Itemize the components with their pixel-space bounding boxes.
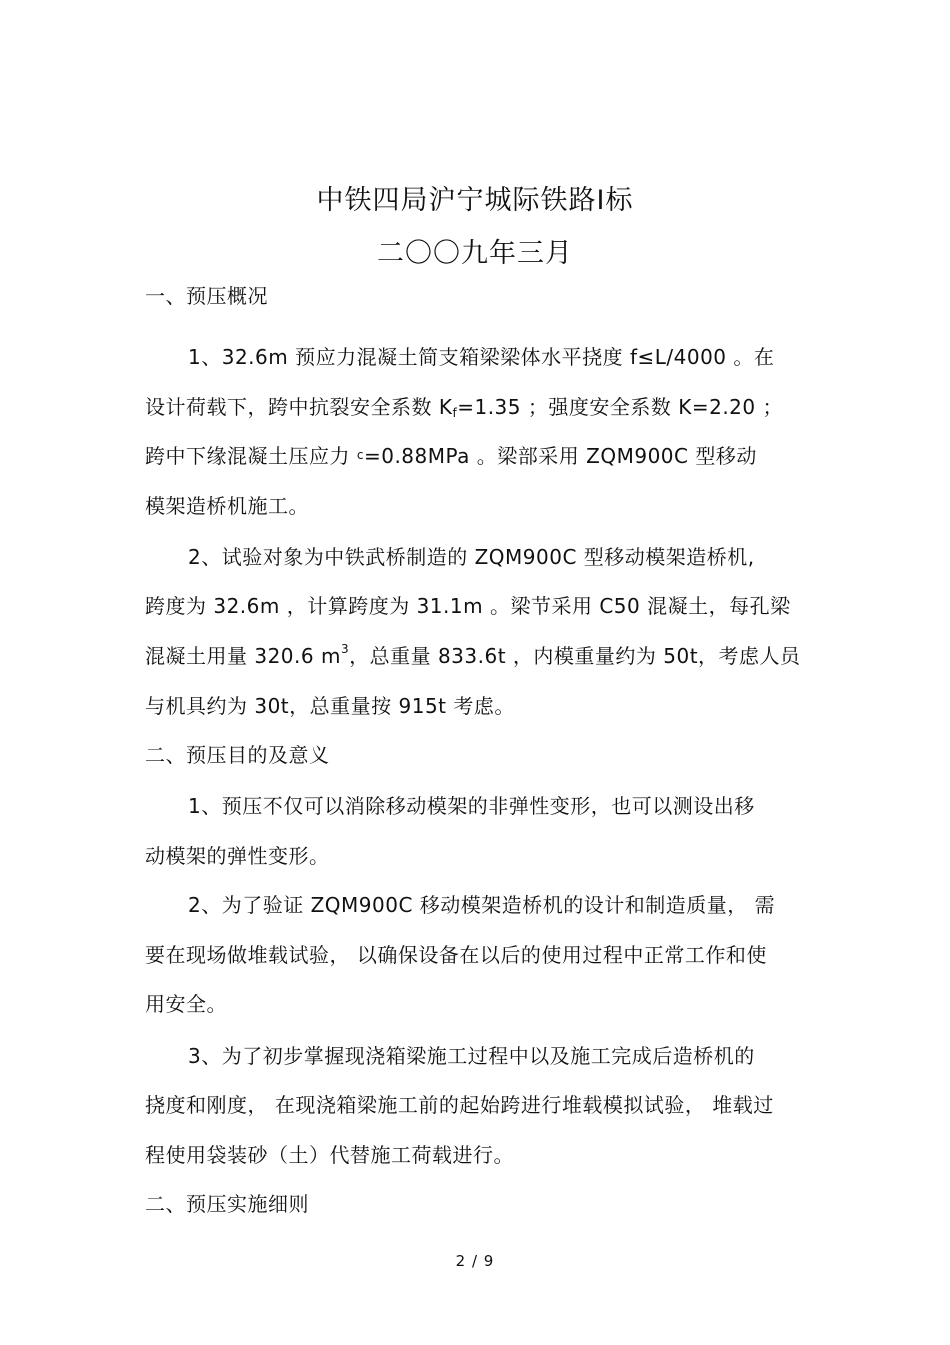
subscript: f — [452, 406, 458, 420]
paragraph-line: 挠度和刚度， 在现浇箱梁施工前的起始跨进行堆载模拟试验， 堆载过 — [145, 1093, 774, 1117]
paragraph-line — [145, 391, 783, 420]
paragraph-line — [145, 440, 757, 469]
text-span: 设计荷载下，跨中抗裂安全系数 K — [145, 395, 453, 419]
paragraph-line: 1、预压不仅可以消除移动模架的非弹性变形，也可以测设出移 — [188, 794, 755, 818]
text-span: 混凝土用量 320.6 m — [145, 644, 341, 668]
text-span: =1.35 ；强度安全系数 K=2.20 ； — [457, 395, 783, 419]
paragraph-line: 用安全。 — [145, 992, 227, 1016]
paragraph-line: 2、试验对象为中铁武桥制造的 ZQM900C 型移动模架造桥机, — [188, 545, 755, 569]
text-span: ，总重量 833.6t ，内模重量约为 50t，考虑人员 — [349, 644, 801, 668]
paragraph-line: 程使用袋装砂（土）代替施工荷载进行。 — [145, 1143, 514, 1167]
section-heading-overview: 一、预压概况 — [145, 284, 268, 308]
document-date: 二〇〇九年三月 — [377, 238, 573, 269]
paragraph-line: 跨度为 32.6m ，计算跨度为 31.1m 。梁节采用 C50 混凝土，每孔梁 — [145, 594, 791, 618]
paragraph-line: 动模架的弹性变形。 — [145, 844, 330, 868]
paragraph-line — [145, 640, 801, 669]
paragraph-line: 要在现场做堆载试验， 以确保设备在以后的使用过程中正常工作和使 — [145, 943, 767, 967]
superscript: 3 — [340, 642, 350, 656]
text-span: 跨中下缘混凝土压应力 — [145, 444, 357, 468]
text-span: =0.88MPa 。梁部采用 ZQM900C 型移动 — [363, 444, 757, 468]
paragraph-line: 2、为了验证 ZQM900C 移动模架造桥机的设计和制造质量， 需 — [188, 893, 776, 917]
section-heading-implementation: 二、预压实施细则 — [145, 1192, 309, 1216]
page-number: 2 / 9 — [455, 1252, 495, 1270]
subscript: c — [356, 448, 364, 462]
document-title: 中铁四局沪宁城际铁路Ⅰ标 — [316, 185, 634, 216]
paragraph-line: 3、为了初步掌握现浇箱梁施工过程中以及施工完成后造桥机的 — [188, 1044, 755, 1068]
paragraph-line: 模架造桥机施工。 — [145, 494, 309, 518]
section-heading-purpose: 二、预压目的及意义 — [145, 743, 330, 767]
paragraph-line: 与机具约为 30t，总重量按 915t 考虑。 — [145, 694, 515, 718]
paragraph-line: 1、32.6m 预应力混凝土简支箱梁梁体水平挠度 f≤L/4000 。在 — [188, 345, 775, 369]
